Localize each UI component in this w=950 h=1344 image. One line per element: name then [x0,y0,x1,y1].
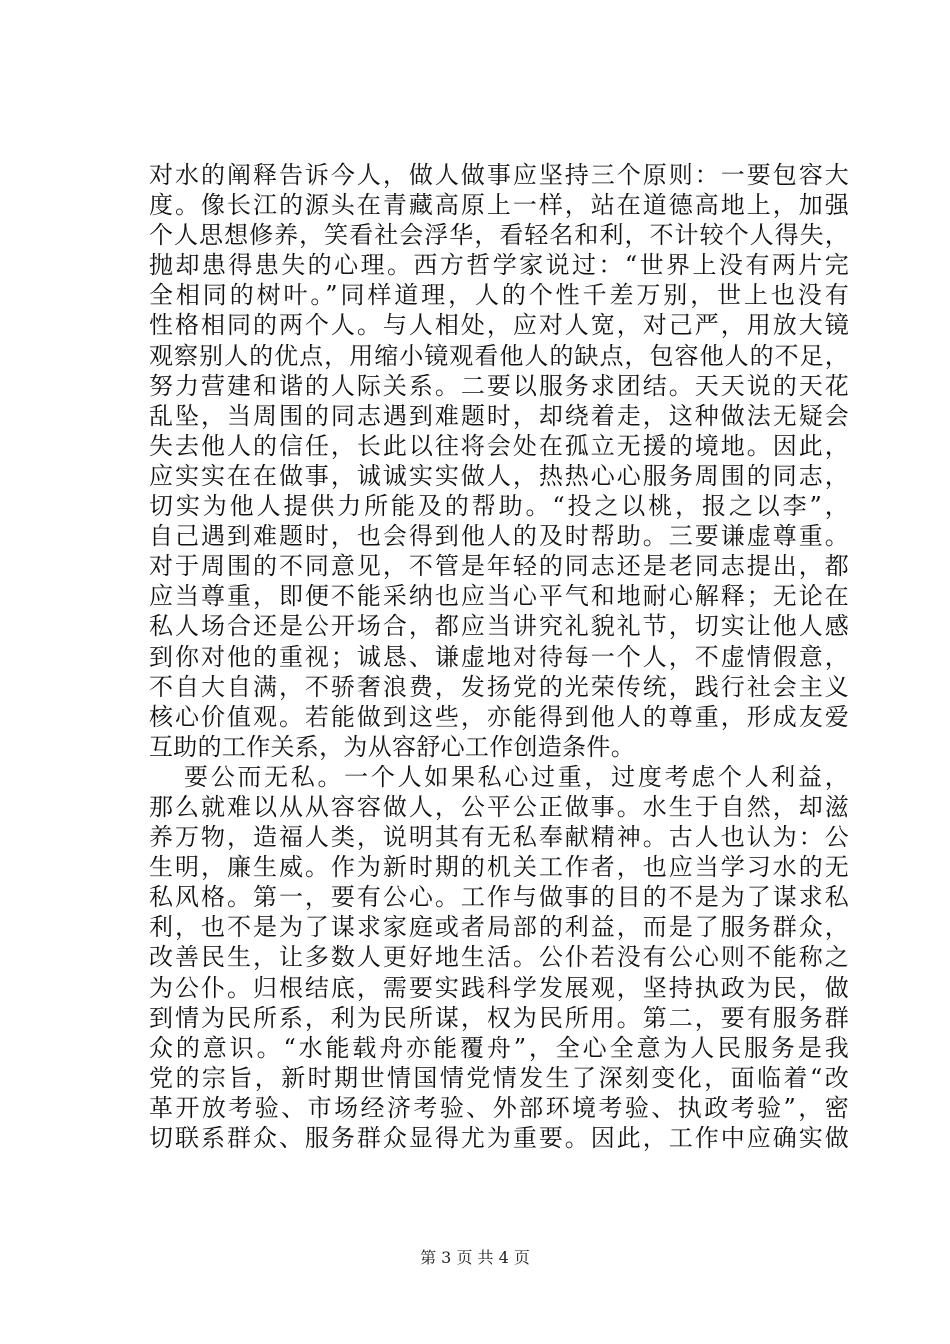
text-line: 度。像长江的源头在青藏高原上一样，站在道德高地上，加强 [149,191,849,220]
text-line: 私风格。第一，要有公心。工作与做事的目的不是为了谋求私 [149,883,849,912]
text-line: 切联系群众、服务群众显得尤为重要。因此，工作中应确实做 [149,1124,849,1152]
text-line: 党的宗旨，新时期世情国情党情发生了深刻变化，面临着“改 [149,1063,849,1092]
text-line: 全相同的树叶。”同样道理，人的个性千差万别，世上也没有 [149,281,849,310]
body-text [149,160,849,1153]
text-line: 应实实在在做事，诚诚实实做人，热热心心服务周围的同志， [149,461,849,490]
text-line: 自己遇到难题时，也会得到他人的及时帮助。三要谦虚尊重。 [149,522,849,551]
text-line: 革开放考验、市场经济考验、外部环境考验、执政考验”，密 [149,1093,849,1122]
paragraph-last-line: 互助的工作关系，为从容舒心工作创造条件。 [149,732,635,761]
text-line: 努力营建和谐的人际关系。二要以服务求团结。天天说的天花 [149,371,849,400]
text-line: 个人思想修养，笑看社会浮华，看轻名和利，不计较个人得失， [149,221,849,250]
text-line: 利，也不是为了谋求家庭或者局部的利益，而是了服务群众， [149,913,849,942]
text-line: 对于周围的不同意见，不管是年轻的同志还是老同志提出，都 [149,552,849,581]
text-line: 私人场合还是公开场合，都应当讲究礼貌礼节，切实让他人感 [149,612,849,641]
text-line: 养万物，造福人类，说明其有无私奉献精神。古人也认为：公 [149,823,849,852]
text-line: 应当尊重，即便不能采纳也应当心平气和地耐心解释；无论在 [149,582,849,611]
text-line: 失去他人的信任，长此以往将会处在孤立无援的境地。因此， [149,431,849,460]
text-line: 众的意识。“水能载舟亦能覆舟”，全心全意为人民服务是我 [149,1033,849,1062]
text-line: 核心价值观。若能做到这些，亦能得到他人的尊重，形成友爱 [149,702,849,731]
text-line: 生明，廉生威。作为新时期的机关工作者，也应当学习水的无 [149,853,849,882]
text-line: 性格相同的两个人。与人相处，应对人宽，对己严，用放大镜 [149,311,849,340]
text-line: 改善民生，让多数人更好地生活。公仆若没有公心则不能称之 [149,943,849,972]
text-line: 到你对他的重视；诚恳、谦虚地对待每一个人，不虚情假意， [149,642,849,671]
text-line: 对水的阐释告诉今人，做人做事应坚持三个原则：一要包容大 [149,161,849,189]
page-number-footer: 第 3 页 共 4 页 [420,1248,530,1267]
text-line: 观察别人的优点，用缩小镜观看他人的缺点，包容他人的不足， [149,341,849,370]
text-line: 乱坠，当周围的同志遇到难题时，却绕着走，这种做法无疑会 [149,401,849,430]
text-line: 抛却患得患失的心理。西方哲学家说过：“世界上没有两片完 [149,251,849,280]
text-line: 那么就难以从从容容做人，公平公正做事。水生于自然，却滋 [149,792,849,821]
text-line: 为公仆。归根结底，需要实践科学发展观，坚持执政为民，做 [149,973,849,1002]
text-line: 切实为他人提供力所能及的帮助。“投之以桃，报之以李”， [149,492,849,521]
text-line: 不自大自满，不骄奢浪费，发扬党的光荣传统，践行社会主义 [149,672,849,701]
paragraph-first-line: 要公而无私。一个人如果私心过重，过度考虑个人利益， [184,762,849,791]
text-line: 到情为民所系，利为民所谋，权为民所用。第二，要有服务群 [149,1003,849,1032]
